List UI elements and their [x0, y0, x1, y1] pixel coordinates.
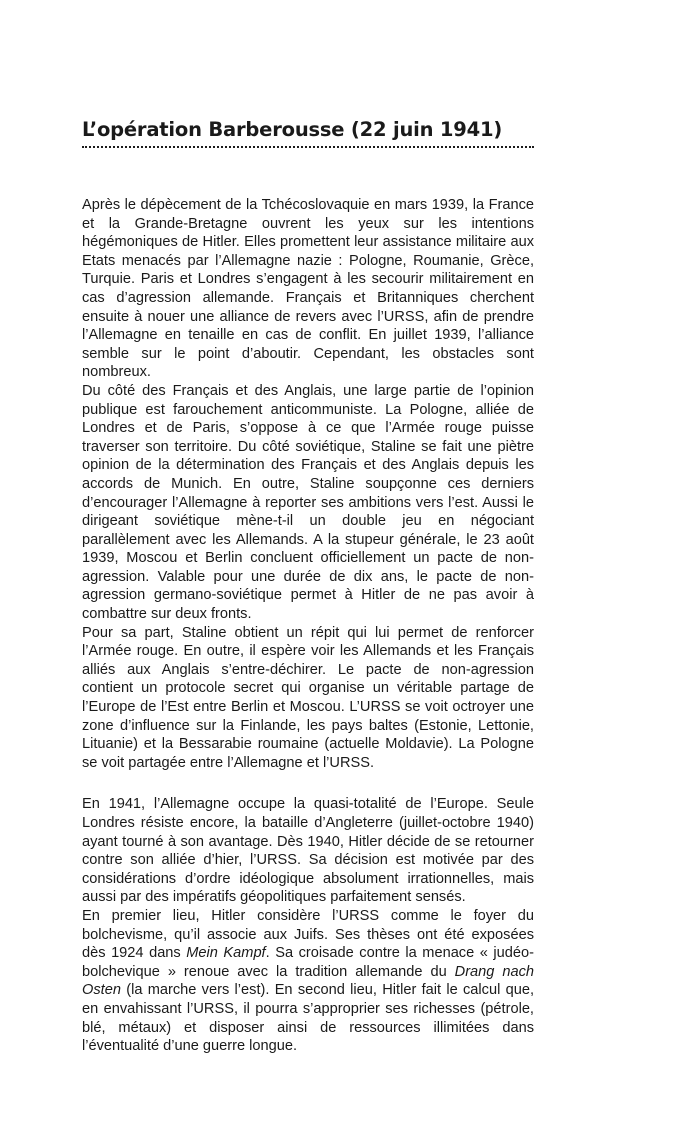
paragraph: [82, 907, 534, 1056]
paragraph-text: En premier lieu, Hitler considère l’URSS comme le foyer du bolchevisme, qu’il associe aux Juifs. Ses thèses ont été exposées dès 1924 dans: [82, 907, 534, 962]
paragraph-text: Pour sa part, Staline obtient un répit qui lui permet de renforcer l’Armée rouge. En outre, il espère voir les Allemands et les Français alliés aux Anglais s’entre-déchirer. Le pacte de non-agression contient un protocole secret qui organise un véritable partage de l’Europe de l’Est entre Berlin et Moscou. L’URSS se voit octroyer une zone d’influence sur la Finlande, les pays baltes (Estonie, Lettonie, Lituanie) et la Bessarabie roumaine (actuelle Moldavie). La Pologne se voit partagée entre l’Allemagne et l’URSS.: [82, 624, 534, 771]
paragraph: [82, 795, 534, 907]
paragraph: [82, 196, 534, 382]
page: [82, 118, 534, 1056]
title-block: [82, 118, 534, 148]
paragraph-text: En 1941, l’Allemagne occupe la quasi-totalité de l’Europe. Seule Londres résiste encore, la bataille d’Angleterre (juillet-octobre 1940) ayant tourné à son avantage. Dès 1940, Hitler décide de se retourner contre son alliée d’hier, l’URSS. Sa décision est motivée par des considérations d’ordre idéologique absolument irrationnelles, mais aussi par des impératifs géopolitiques parfaitement sensés.: [82, 796, 534, 906]
italic-text: Mein Kampf: [186, 945, 266, 962]
section: [82, 196, 534, 772]
paragraph-text: . Sa croisade contre la menace « judéo-bolchevique » renoue avec la tradition allemande du: [82, 945, 534, 980]
paragraph-text: Après le dépècement de la Tchécoslovaquie en mars 1939, la France et la Grande-Bretagne ouvrent les yeux sur les intentions hégémoniques de Hitler. Elles promettent leur assistance militaire aux Etats menacés par l’Allemagne nazie : Pologne, Roumanie, Grèce, Turquie. Paris et Londres s’engagent à les secourir militairement en cas d’agression allemande. Français et Britanniques cherchent ensuite à nouer une alliance de revers avec l’URSS, afin de prendre l’Allemagne en tenaille en cas de conflit. En juillet 1939, l’alliance semble sur le point d’aboutir. Cependant, les obstacles sont nombreux.: [82, 197, 534, 381]
italic-text: Drang nach Osten: [82, 963, 534, 999]
paragraph-text: Du côté des Français et des Anglais, une large partie de l’opinion publique est farouchement anticommuniste. La Pologne, alliée de Londres et de Paris, s’oppose à ce que l’Armée rouge puisse traverser son territoire. Du côté soviétique, Staline se fait une piètre opinion de la détermination des Français et des Anglais depuis les accords de Munich. En outre, Staline soupçonne ces derniers d’encourager l’Allemagne à reporter ses ambitions vers l’est. Aussi le dirigeant soviétique mène-t-il un double jeu en négociant parallèlement avec les Allemands. A la stupeur générale, le 23 août 1939, Moscou et Berlin concluent officiellement un pacte de non-agression. Valable pour une durée de dix ans, le pacte de non-agression germano-soviétique permet à Hitler de ne pas avoir à combattre sur deux fronts.: [82, 382, 534, 623]
body-text: [82, 196, 534, 1056]
section: [82, 795, 534, 1055]
paragraph-text: (la marche vers l’est). En second lieu, Hitler fait le calcul que, en envahissant l’URSS, il pourra s’approprier ses richesses (pétrole, blé, métaux) et disposer ainsi de ressources illimitées dans l’éventualité d’une guerre longue.: [82, 982, 534, 1055]
paragraph: [82, 624, 534, 773]
page-title: L’opération Barberousse (22 juin 1941): [82, 118, 503, 141]
paragraph: [82, 382, 534, 624]
